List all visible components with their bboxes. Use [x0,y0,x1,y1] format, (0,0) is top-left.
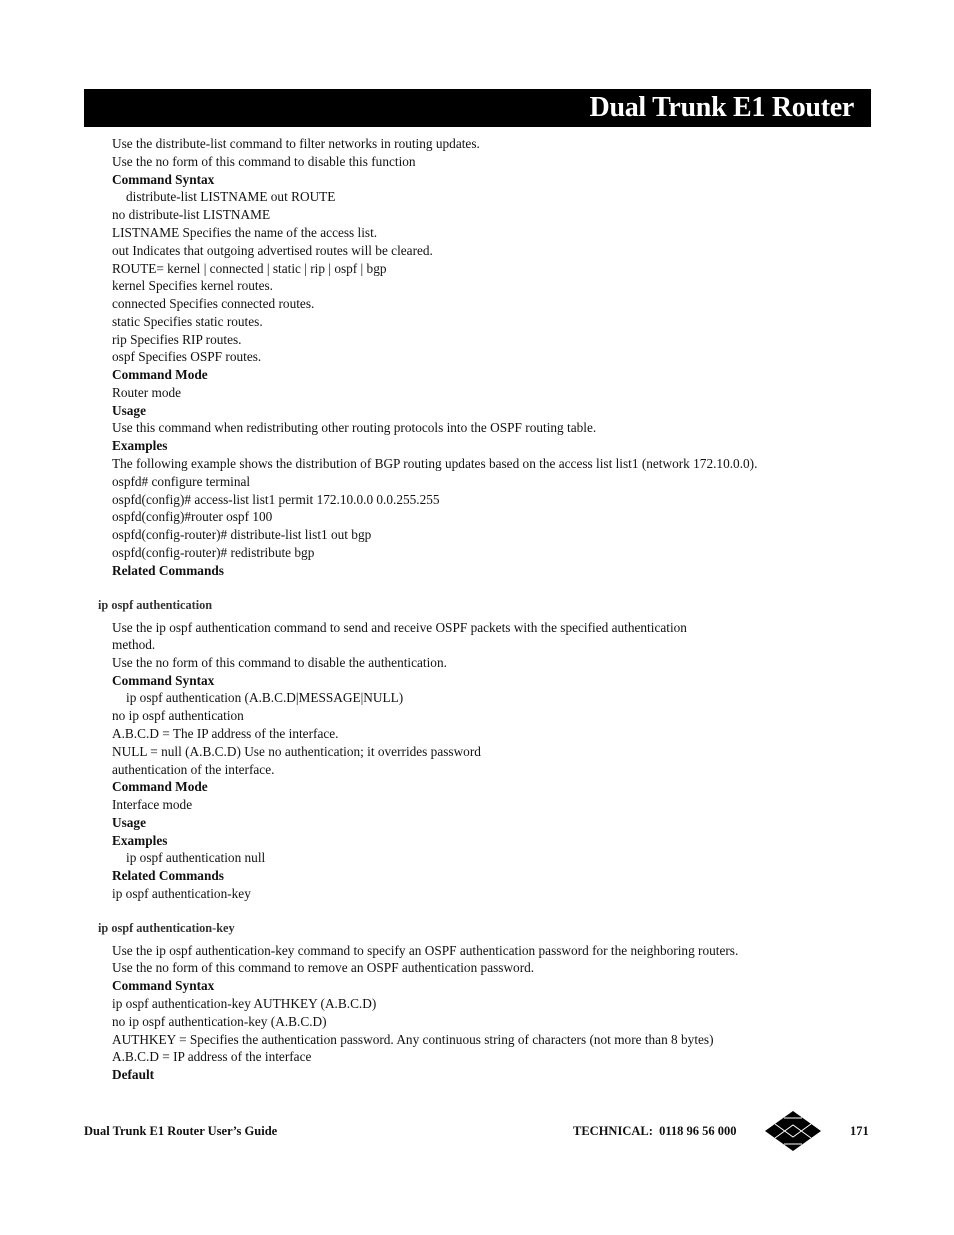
body-text-line: A.B.C.D = The IP address of the interface. [112,726,339,741]
body-text-line: Use the distribute-list command to filter networks in routing updates. [112,136,480,151]
body-text-line: Router mode [112,385,182,400]
body-text-line: Use the ip ospf authentication-key command to specify an OSPF authentication password for the neighboring routers. [112,943,739,958]
body-text-line: ospfd(config)# access-list list1 permit 172.10.0.0 0.0.255.255 [112,492,440,507]
body-text-line: no ip ospf authentication [112,708,244,723]
body-text-line: out Indicates that outgoing advertised routes will be cleared. [112,243,433,258]
body-text-line: ospf Specifies OSPF routes. [112,349,262,364]
body-text-line: method. [112,637,156,652]
body-text-line: The following example shows the distribution of BGP routing updates based on the access list list1 (network 172.10.0.0). [112,456,758,471]
subsection-label: Command Mode [112,367,208,382]
page-title: Dual Trunk E1 Router [589,92,854,123]
subsection-label: Command Syntax [112,978,215,993]
section-heading: ip ospf authentication-key [98,921,235,935]
body-text-line: kernel Specifies kernel routes. [112,278,273,293]
body-text-line: ip ospf authentication-key AUTHKEY (A.B.C.D) [112,996,377,1011]
body-text-line: LISTNAME Specifies the name of the access list. [112,225,378,240]
subsection-label: Command Syntax [112,172,215,187]
body-text-line: AUTHKEY = Specifies the authentication password. Any continuous string of characters (not more than 8 bytes) [112,1032,714,1047]
subsection-label: Command Syntax [112,673,215,688]
black-box-diamond-logo-icon [765,1111,821,1151]
body-text-line: no distribute-list LISTNAME [112,207,271,222]
body-text-line: ip ospf authentication null [126,850,266,865]
body-text-line: NULL = null (A.B.C.D) Use no authentication; it overrides password [112,744,481,759]
body-text-line: ospfd# configure terminal [112,474,251,489]
body-text-line: Use the no form of this command to disable the authentication. [112,655,447,670]
body-text-line: authentication of the interface. [112,762,275,777]
body-text-line: Use the ip ospf authentication command to send and receive OSPF packets with the specified authentication [112,620,687,635]
page-header-banner [84,89,871,127]
subsection-label: Examples [112,438,168,453]
subsection-label: Related Commands [112,563,224,578]
footer-guide-title: Dual Trunk E1 Router User’s Guide [84,1124,278,1138]
subsection-label: Usage [112,815,146,830]
body-text-line: ROUTE= kernel | connected | static | rip | ospf | bgp [112,261,387,276]
subsection-label: Related Commands [112,868,224,883]
body-text-line: distribute-list LISTNAME out ROUTE [126,189,336,204]
body-text-line: connected Specifies connected routes. [112,296,315,311]
section-heading: ip ospf authentication [98,598,213,612]
page-number: 171 [850,1124,869,1138]
body-text-line: Use this command when redistributing other routing protocols into the OSPF routing table. [112,420,597,435]
body-text-line: no ip ospf authentication-key (A.B.C.D) [112,1014,327,1029]
subsection-label: Default [112,1067,155,1082]
body-text-line: rip Specifies RIP routes. [112,332,242,347]
body-text-line: Interface mode [112,797,193,812]
subsection-label: Command Mode [112,779,208,794]
footer-technical-phone: TECHNICAL: 0118 96 56 000 [573,1124,737,1138]
body-text-line: ip ospf authentication (A.B.C.D|MESSAGE|NULL) [126,690,404,705]
body-text-line: Use the no form of this command to disable this function [112,154,416,169]
body-text-line: ospfd(config-router)# redistribute bgp [112,545,315,560]
body-text-line: ospfd(config)#router ospf 100 [112,509,273,524]
body-text-line: A.B.C.D = IP address of the interface [112,1049,312,1064]
body-text-line: ip ospf authentication-key [112,886,251,901]
subsection-label: Examples [112,833,168,848]
body-text-line: Use the no form of this command to remove an OSPF authentication password. [112,960,535,975]
body-text-line: ospfd(config-router)# distribute-list list1 out bgp [112,527,372,542]
body-text-line: static Specifies static routes. [112,314,263,329]
subsection-label: Usage [112,403,146,418]
